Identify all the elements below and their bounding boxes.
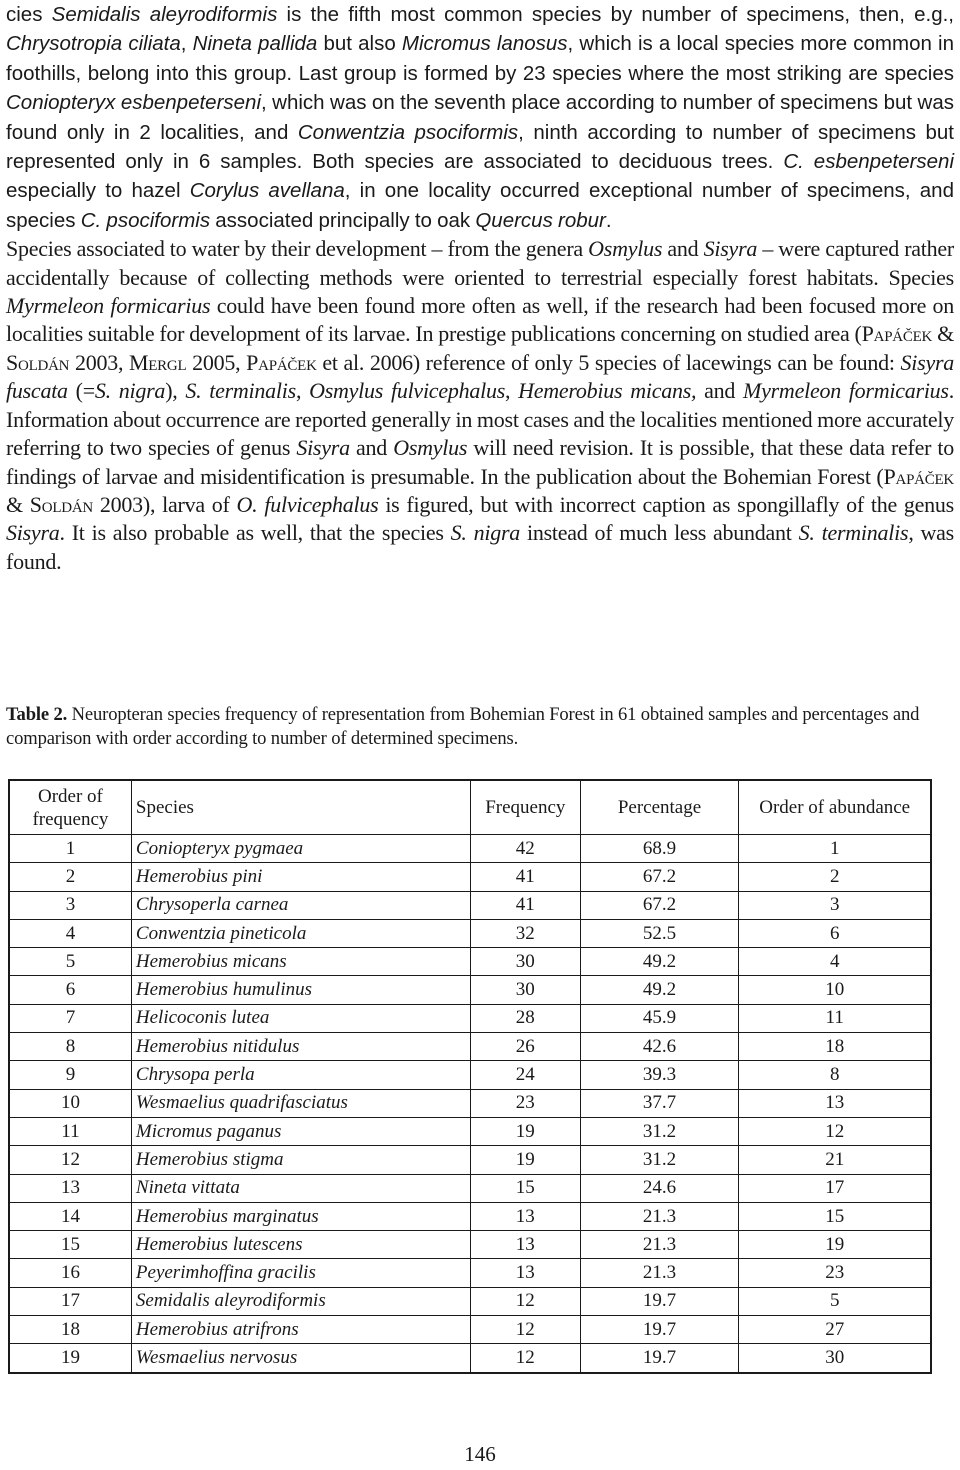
text-run: , [180, 32, 193, 56]
header-text: frequency [32, 808, 109, 830]
table-header-row [9, 780, 931, 835]
species-name: Corylus avellana [189, 179, 345, 203]
species-frequency-table [8, 779, 932, 1374]
cell-species: Hemerobius atrifrons [131, 1316, 470, 1344]
author-name: Soldán [29, 491, 94, 517]
text-run: et al. 2006) reference of only 5 species of lacewings can be found: [316, 349, 901, 375]
text-run: and [696, 378, 744, 404]
species-name: Osmylus fulvicephalus [309, 378, 506, 404]
text-run: Last group is formed by 23 species where the most striking are species [292, 61, 954, 85]
species-name: S. terminalis [185, 378, 296, 404]
cell-order: 15 [9, 1231, 131, 1259]
cell-frequency: 28 [470, 1004, 580, 1032]
species-name: Nineta pallida [192, 32, 318, 56]
header-species: Species [131, 780, 470, 835]
text-run: cies [6, 3, 52, 26]
cell-order: 10 [9, 1089, 131, 1117]
cell-abundance: 19 [739, 1231, 931, 1259]
cell-species: Nineta vittata [131, 1174, 470, 1202]
cell-species: Hemerobius humulinus [131, 976, 470, 1004]
cell-species: Hemerobius nitidulus [131, 1033, 470, 1061]
cell-abundance: 23 [739, 1259, 931, 1287]
text-run: . Information about occurrence are reported generally in most cases and the localities mentioned more accurately referring to two species of genus [6, 378, 954, 461]
cell-abundance: 21 [739, 1146, 931, 1174]
cell-frequency: 12 [470, 1316, 580, 1344]
species-name: Semidalis aleyrodiformis [51, 3, 278, 26]
species-name: Micromus lanosus [401, 32, 568, 56]
table-caption-text: Neuropteran species frequency of representation from Bohemian Forest in 61 obtained samples and percentages and comparison with order according to number of determined specimens. [6, 704, 920, 749]
species-name: Coniopteryx esbenpeterseni [6, 91, 262, 115]
cell-order: 5 [9, 948, 131, 976]
cell-percentage: 52.5 [580, 919, 739, 947]
cell-frequency: 32 [470, 919, 580, 947]
table-row [9, 1259, 931, 1287]
cell-species: Conwentzia pineticola [131, 919, 470, 947]
table-row [9, 1061, 931, 1089]
cell-percentage: 49.2 [580, 948, 739, 976]
cell-order: 13 [9, 1174, 131, 1202]
text-run: 2003), larva of [93, 491, 237, 517]
cell-species: Peyerimhoffina gracilis [131, 1259, 470, 1287]
table-row [9, 1174, 931, 1202]
cell-percentage: 68.9 [580, 835, 739, 863]
cell-frequency: 12 [470, 1287, 580, 1315]
table-caption-label: Table 2. [6, 704, 68, 725]
cell-species: Chrysopa perla [131, 1061, 470, 1089]
text-run: & [932, 321, 954, 347]
text-run: , which is a local species more common in foothills, belong into this group. [6, 32, 954, 85]
table-row [9, 976, 931, 1004]
species-name: C. esbenpeterseni [783, 150, 954, 174]
text-run: 2003, [69, 349, 129, 375]
body-paragraph-2 [6, 235, 954, 576]
cell-abundance: 8 [739, 1061, 931, 1089]
table-row [9, 863, 931, 891]
species-name: O. fulvicephalus [236, 491, 379, 517]
cell-order: 3 [9, 891, 131, 919]
cell-percentage: 24.6 [580, 1174, 739, 1202]
cell-frequency: 23 [470, 1089, 580, 1117]
species-name: S. terminalis [798, 520, 909, 546]
cell-frequency: 26 [470, 1033, 580, 1061]
text-run: Species associated to water by their development – from the genera [6, 236, 589, 262]
table-row [9, 948, 931, 976]
table-row [9, 1033, 931, 1061]
cell-frequency: 41 [470, 891, 580, 919]
table-row [9, 1231, 931, 1259]
cell-abundance: 27 [739, 1316, 931, 1344]
cell-species: Hemerobius marginatus [131, 1202, 470, 1230]
table-row [9, 1344, 931, 1373]
author-name: Papáček [861, 321, 933, 347]
species-name: Myrmeleon formicarius [6, 293, 211, 319]
cell-percentage: 21.3 [580, 1231, 739, 1259]
species-name: Quercus robur [475, 208, 606, 232]
species-name: Myrmeleon formicarius [743, 378, 949, 404]
cell-frequency: 30 [470, 976, 580, 1004]
text-run: could have been found more often as well, if the research had been focused more on localities suitable for development of its larvae. In prestige publications concerning on studied area ( [6, 293, 955, 347]
cell-percentage: 21.3 [580, 1259, 739, 1287]
cell-species: Semidalis aleyrodiformis [131, 1287, 470, 1315]
cell-abundance: 4 [739, 948, 931, 976]
genus-name: Osmylus [393, 435, 468, 461]
cell-frequency: 19 [470, 1146, 580, 1174]
author-name: Papáček [246, 349, 317, 375]
author-name: Mergl [128, 349, 187, 375]
text-run: associated principally to oak [210, 208, 476, 232]
cell-order: 16 [9, 1259, 131, 1287]
header-frequency: Frequency [470, 780, 580, 835]
cell-order: 14 [9, 1202, 131, 1230]
cell-abundance: 18 [739, 1033, 931, 1061]
page [6, 0, 955, 1368]
cell-abundance: 3 [739, 891, 931, 919]
text-run: and [349, 435, 394, 461]
cell-order: 8 [9, 1033, 131, 1061]
cell-percentage: 37.7 [580, 1089, 739, 1117]
cell-percentage: 19.7 [580, 1344, 739, 1373]
cell-order: 18 [9, 1316, 131, 1344]
header-percentage: Percentage [580, 780, 739, 835]
cell-species: Hemerobius pini [131, 863, 470, 891]
text-run: & [6, 491, 30, 517]
genus-name: Sisyra [703, 236, 758, 262]
cell-abundance: 5 [739, 1287, 931, 1315]
text-run: is the fifth most common species by number of specimens, then, e.g., [277, 3, 954, 26]
cell-abundance: 13 [739, 1089, 931, 1117]
cell-order: 17 [9, 1287, 131, 1315]
cell-percentage: 19.7 [580, 1287, 739, 1315]
species-name: Sisyra fuscata [6, 349, 955, 404]
species-name: Hemerobius micans, [518, 378, 697, 404]
cell-abundance: 10 [739, 976, 931, 1004]
table-row [9, 1089, 931, 1117]
text-run: ), [165, 378, 186, 404]
cell-frequency: 42 [470, 835, 580, 863]
genus-name: Sisyra [296, 435, 350, 461]
table-row [9, 891, 931, 919]
text-run: – were captured rather accidentally because of collecting methods were oriented to terrestrial especially forest habitats. Species [6, 236, 954, 290]
cell-abundance: 1 [739, 835, 931, 863]
table-caption [6, 703, 954, 750]
text-run: . [605, 208, 612, 232]
header-order-of-frequency [9, 780, 131, 835]
cell-frequency: 13 [470, 1259, 580, 1287]
cell-percentage: 31.2 [580, 1146, 739, 1174]
table-row [9, 835, 931, 863]
cell-species: Wesmaelius nervosus [131, 1344, 470, 1373]
text-run: , in one locality occurred exceptional number of specimens, and species [6, 179, 954, 232]
body-paragraph-1 [6, 0, 954, 235]
cell-percentage: 45.9 [580, 1004, 739, 1032]
cell-frequency: 41 [470, 863, 580, 891]
cell-species: Hemerobius micans [131, 948, 470, 976]
cell-percentage: 31.2 [580, 1117, 739, 1145]
cell-abundance: 6 [739, 919, 931, 947]
cell-frequency: 15 [470, 1174, 580, 1202]
genus-name: Osmylus [588, 236, 663, 262]
cell-percentage: 19.7 [580, 1316, 739, 1344]
cell-species: Chrysoperla carnea [131, 891, 470, 919]
cell-abundance: 12 [739, 1117, 931, 1145]
header-text: Order of [38, 785, 103, 807]
text-run: instead of much less abundant [520, 520, 799, 546]
cell-species: Micromus paganus [131, 1117, 470, 1145]
cell-order: 1 [9, 835, 131, 863]
text-run: (= [67, 378, 95, 404]
cell-species: Helicoconis lutea [131, 1004, 470, 1032]
cell-abundance: 2 [739, 863, 931, 891]
text-run: 2005, [186, 349, 247, 375]
cell-frequency: 13 [470, 1202, 580, 1230]
text-run: but also [317, 32, 402, 56]
species-name: Chrysotropia ciliata [6, 32, 181, 56]
cell-percentage: 67.2 [580, 863, 739, 891]
cell-order: 19 [9, 1344, 131, 1373]
table-row [9, 1146, 931, 1174]
text-run: and [662, 236, 704, 262]
text-run: , [295, 378, 310, 404]
text-run: , which was on the seventh place according to number of specimens but was found only in 2 localities, and [6, 91, 954, 144]
cell-order: 7 [9, 1004, 131, 1032]
cell-order: 12 [9, 1146, 131, 1174]
cell-percentage: 21.3 [580, 1202, 739, 1230]
species-name: Conwentzia psociformis [297, 120, 519, 144]
cell-abundance: 30 [739, 1344, 931, 1373]
author-name: Soldán [6, 349, 70, 375]
table-row [9, 1202, 931, 1230]
species-name: C. psociformis [80, 208, 211, 232]
cell-species: Wesmaelius quadrifasciatus [131, 1089, 470, 1117]
cell-percentage: 42.6 [580, 1033, 739, 1061]
table-row [9, 1004, 931, 1032]
table-row [9, 1316, 931, 1344]
cell-order: 2 [9, 863, 131, 891]
cell-percentage: 49.2 [580, 976, 739, 1004]
author-name: Papáček [883, 463, 954, 489]
cell-order: 9 [9, 1061, 131, 1089]
text-run: . It is also probable as well, that the species [59, 520, 451, 546]
cell-species: Hemerobius stigma [131, 1146, 470, 1174]
text-run: especially to hazel [6, 179, 190, 203]
cell-frequency: 30 [470, 948, 580, 976]
text-run: is figured, but with incorrect caption as spongillafly of the genus [378, 491, 954, 517]
cell-species: Coniopteryx pygmaea [131, 835, 470, 863]
species-name: S. nigra [94, 378, 166, 404]
cell-order: 4 [9, 919, 131, 947]
cell-abundance: 17 [739, 1174, 931, 1202]
text-run: , was found. [6, 520, 954, 574]
cell-percentage: 67.2 [580, 891, 739, 919]
table-row [9, 1117, 931, 1145]
cell-order: 11 [9, 1117, 131, 1145]
cell-frequency: 19 [470, 1117, 580, 1145]
cell-percentage: 39.3 [580, 1061, 739, 1089]
cell-frequency: 13 [470, 1231, 580, 1259]
cell-order: 6 [9, 976, 131, 1004]
page-number: 146 [464, 1442, 496, 1466]
cell-abundance: 15 [739, 1202, 931, 1230]
header-order-of-abundance: Order of abundance [739, 780, 931, 835]
text-run: , [505, 378, 519, 404]
cell-species: Hemerobius lutescens [131, 1231, 470, 1259]
table-body [9, 835, 931, 1373]
body-text-sans-run [6, 3, 954, 232]
text-run: will need revision. It is possible, that these data refer to findings of larvae and misidentification is presumable. In the publication about the Bohemian Forest ( [6, 435, 954, 489]
text-run: , ninth according to number of specimens but represented only in 6 samples. Both species are associated to deciduous trees. [6, 120, 954, 174]
genus-name: Sisyra [6, 520, 60, 546]
cell-abundance: 11 [739, 1004, 931, 1032]
cell-frequency: 12 [470, 1344, 580, 1373]
species-name: S. nigra [450, 520, 520, 546]
cell-frequency: 24 [470, 1061, 580, 1089]
table-row [9, 919, 931, 947]
table-row [9, 1287, 931, 1315]
